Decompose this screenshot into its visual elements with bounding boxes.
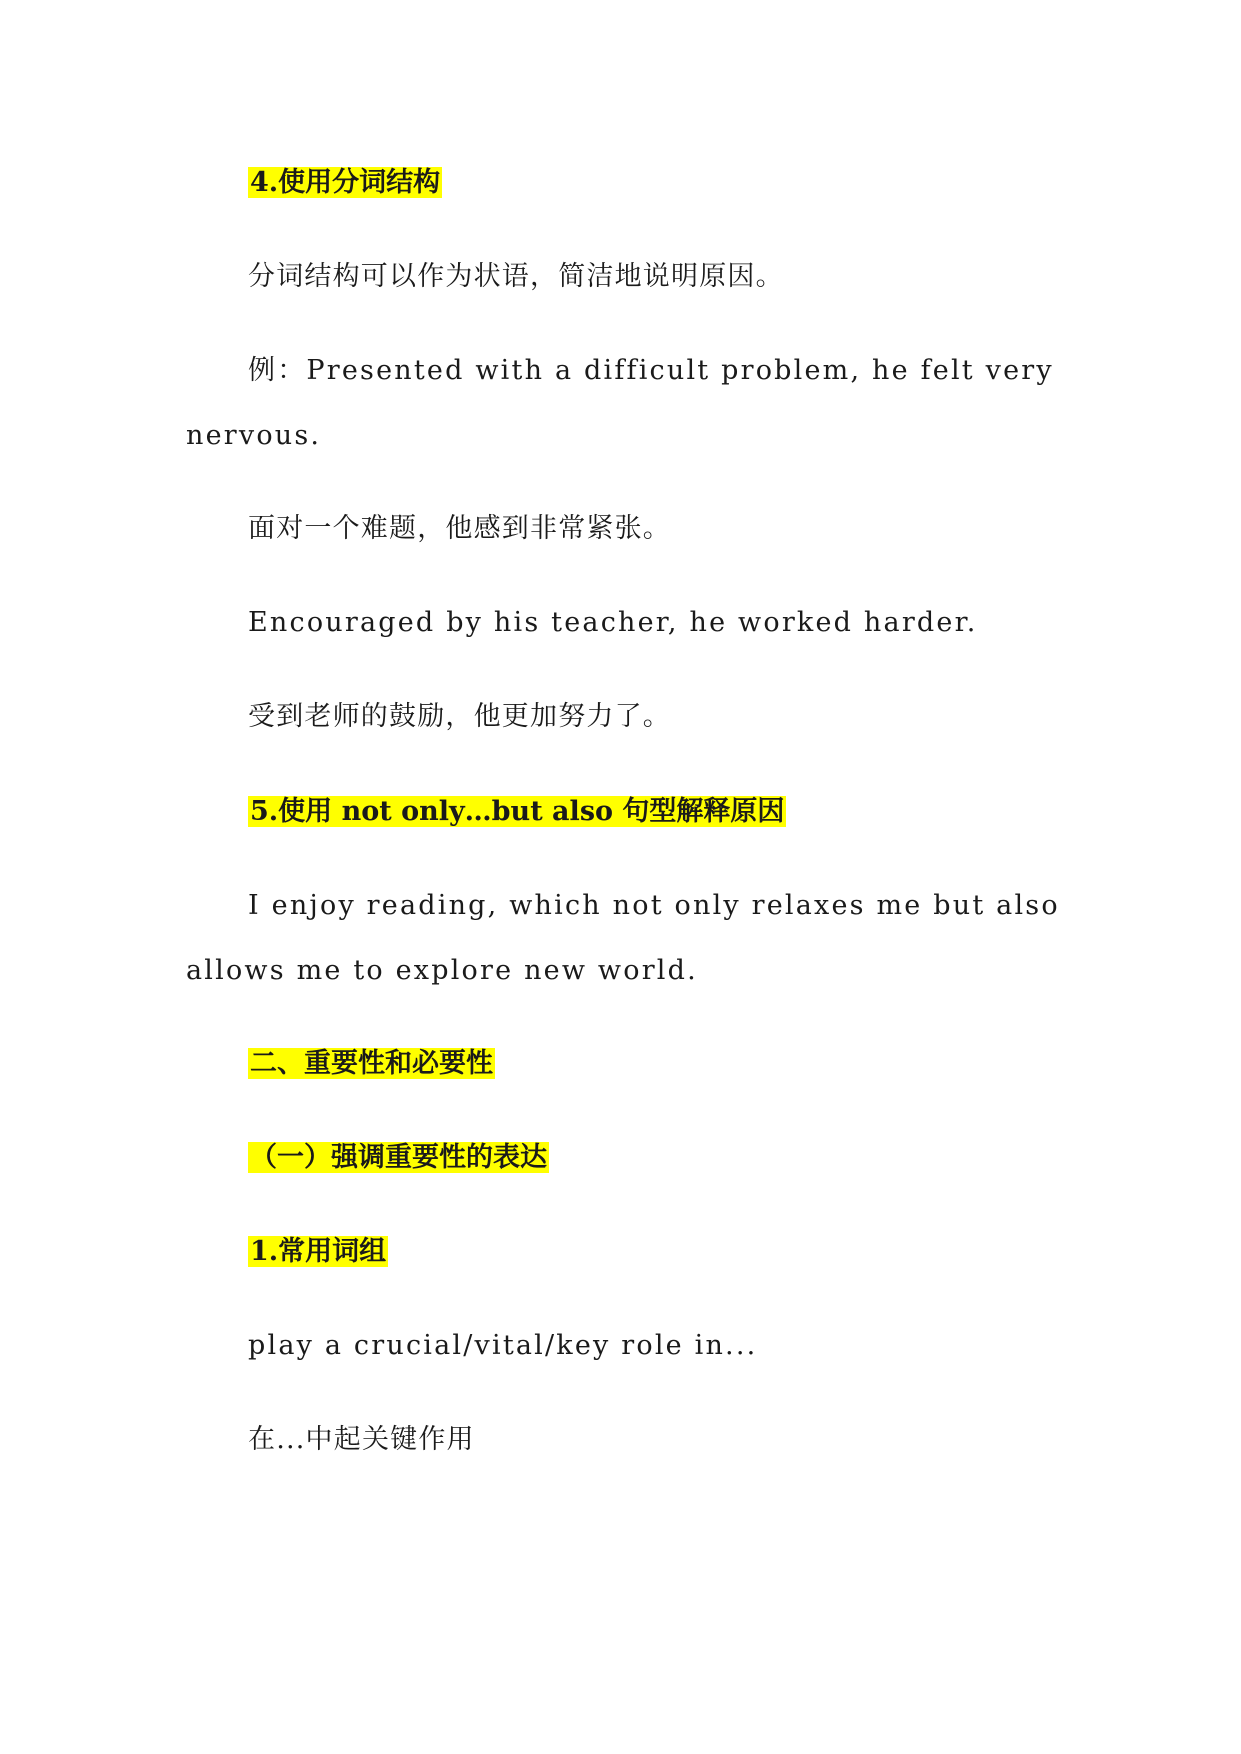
paragraph-text: 分词结构可以作为状语，简洁地说明原因。 xyxy=(248,261,784,292)
phrase-translation: 在...中起关键作用 xyxy=(248,1424,475,1455)
heading-text: 4.使用分词结构 xyxy=(250,167,441,198)
section-heading-not-only xyxy=(248,795,786,829)
example-sentence: Encouraged by his teacher, he worked harder. xyxy=(248,607,978,638)
subheading-phrases xyxy=(248,1235,388,1269)
heading-text: 1.常用词组 xyxy=(250,1236,387,1267)
example-sentence-line-1: I enjoy reading, which not only relaxes me but also xyxy=(248,890,1060,921)
section-heading-participle xyxy=(248,166,442,200)
heading-text: 5.使用 not only…but also 句型解释原因 xyxy=(250,796,785,827)
subsection-heading xyxy=(248,1141,549,1175)
translation-text: 受到老师的鼓励，他更加努力了。 xyxy=(248,701,671,732)
example-sentence-line-2: nervous. xyxy=(186,420,322,451)
example-sentence-line-1: 例：Presented with a difficult problem, he felt very xyxy=(248,355,1054,386)
heading-text: （一）强调重要性的表达 xyxy=(250,1142,547,1173)
heading-text: 二、重要性和必要性 xyxy=(250,1048,493,1079)
translation-text: 面对一个难题，他感到非常紧张。 xyxy=(248,513,671,544)
section-heading-importance xyxy=(248,1047,495,1081)
example-sentence-line-2: allows me to explore new world. xyxy=(186,955,698,986)
phrase-example: play a crucial/vital/key role in... xyxy=(248,1330,758,1361)
